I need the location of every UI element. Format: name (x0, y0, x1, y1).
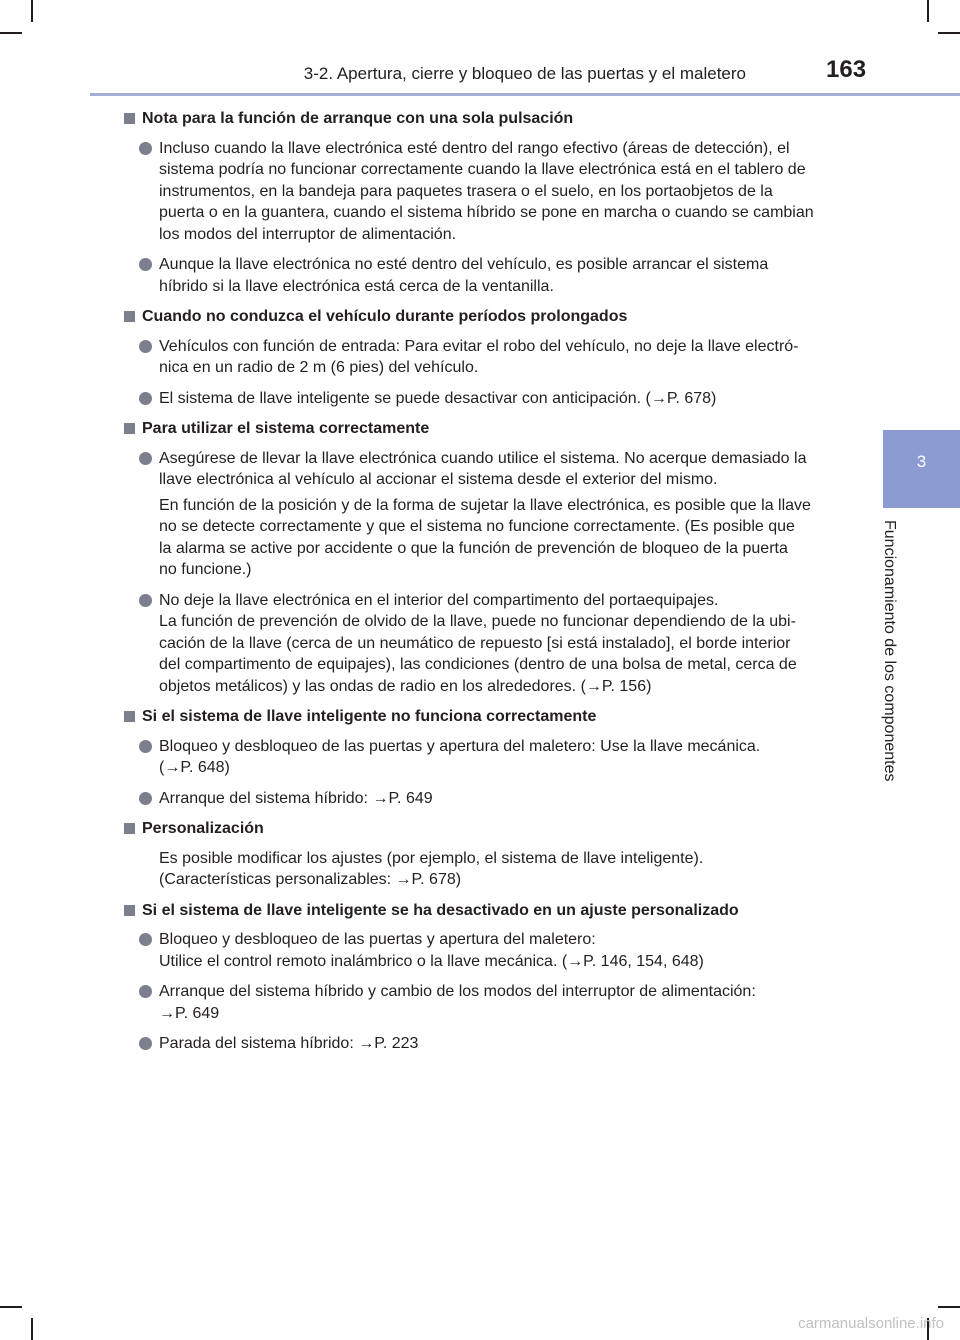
bullet-line: Aunque la llave electrónica no esté dentro del vehículo, es posible arrancar el sistema (159, 256, 769, 273)
bullet-line: Utilice el control remoto inalámbrico o la llave mecánica. (→P. 146, 154, 648) (159, 952, 704, 970)
bullet-line: híbrido si la llave electrónica está cerca de la ventanilla. (159, 277, 554, 295)
bullet-item (122, 736, 840, 779)
crop-mark (938, 32, 960, 34)
bullet-item (122, 388, 840, 410)
crop-mark (31, 1318, 33, 1340)
bullet-extra-line: no se detecte correctamente y que el sistema no funcione correctamente. (Es posible que (159, 518, 795, 535)
page-number: 163 (826, 56, 867, 83)
bullet-item (122, 981, 840, 1024)
bullet-dot-icon (139, 142, 152, 155)
bullet-dot-icon (139, 740, 152, 753)
bullet-line: Bloqueo y desbloqueo de las puertas y apertura del maletero: (159, 931, 596, 948)
page-content (122, 108, 840, 1064)
bullet-line: del compartimento de equipajes), las condiciones (dentro de una bolsa de metal, cerca de (159, 656, 797, 673)
bullet-dot-icon (139, 792, 152, 805)
chapter-label: Funcionamiento de los componentes (881, 520, 898, 782)
bullet-dot-icon (139, 340, 152, 353)
crop-mark (0, 32, 22, 34)
crop-mark (0, 1306, 22, 1308)
bullet-line: Vehículos con función de entrada: Para evitar el robo del vehículo, no deje la llave electró- (159, 337, 799, 355)
section-heading: Personalización (122, 818, 840, 840)
crop-mark (938, 1306, 960, 1308)
watermark: carmanualsonline.info (798, 1315, 944, 1332)
header-rule (90, 93, 960, 96)
bullet-dot-icon (139, 452, 152, 465)
bullet-line: Bloqueo y desbloqueo de las puertas y apertura del maletero: Use la llave mecánica. (159, 737, 761, 755)
section-paragraph (122, 848, 840, 891)
bullet-item (122, 1033, 840, 1055)
bullet-line: Parada del sistema híbrido: →P. 223 (159, 1035, 419, 1052)
bullet-line: nica en un radio de 2 m (6 pies) del vehículo. (159, 359, 479, 376)
bullet-line: los modos del interruptor de alimentación. (159, 225, 457, 243)
bullet-line: La función de prevención de olvido de la llave, puede no funcionar dependiendo de la ubi- (159, 613, 796, 630)
crop-mark (927, 0, 929, 22)
bullet-item (122, 788, 840, 810)
bullet-item (122, 336, 840, 379)
chapter-number: 3 (916, 452, 927, 471)
bullet-line: llave electrónica al vehículo al accionar el sistema desde el exterior del mismo. (159, 471, 718, 488)
bullet-item (122, 448, 840, 581)
bullet-dot-icon (139, 933, 152, 946)
bullet-dot-icon (139, 1037, 152, 1050)
bullet-line: Asegúrese de llevar la llave electrónica cuando utilice el sistema. No acerque demasiado la (159, 449, 807, 467)
bullet-line: Arranque del sistema híbrido: →P. 649 (159, 789, 433, 807)
bullet-line: Arranque del sistema híbrido y cambio de los modos del interruptor de alimentación: (159, 983, 756, 1000)
chapter-label-container (862, 520, 918, 800)
bullet-extra-line: no funcione.) (159, 561, 252, 578)
chapter-tab (883, 430, 960, 508)
bullet-dot-icon (139, 258, 152, 271)
bullet-line: instrumentos, en la bandeja para paquetes trasera o el suelo, en los portaobjetos de la (159, 182, 773, 200)
bullet-line: (→P. 648) (159, 759, 230, 776)
bullet-item (122, 138, 840, 246)
bullet-line: puerta o en la guantera, cuando el sistema híbrido se pone en marcha o cuando se cambian (159, 204, 814, 221)
bullet-item (122, 590, 840, 698)
section-heading: Si el sistema de llave inteligente no funciona correctamente (122, 706, 840, 728)
bullet-item (122, 929, 840, 972)
running-header: 3-2. Apertura, cierre y bloqueo de las puertas y el maletero (303, 64, 746, 83)
bullet-line: sistema podría no funcionar correctamente cuando la llave electrónica está en el tablero de (159, 161, 806, 178)
bullet-extra-line: En función de la posición y de la forma de sujetar la llave electrónica, es posible que la llave (159, 496, 811, 514)
bullet-dot-icon (139, 392, 152, 405)
bullet-line: Incluso cuando la llave electrónica esté dentro del rango efectivo (áreas de detección), el (159, 139, 790, 157)
bullet-dot-icon (139, 594, 152, 607)
section-heading: Cuando no conduzca el vehículo durante períodos prolongados (122, 306, 840, 328)
section-heading: Si el sistema de llave inteligente se ha desactivado en un ajuste personalizado (122, 900, 840, 922)
paragraph-line: (Características personalizables: →P. 678) (159, 871, 462, 888)
section-heading: Para utilizar el sistema correctamente (122, 418, 840, 440)
paragraph-line: Es posible modificar los ajustes (por ejemplo, el sistema de llave inteligente). (159, 849, 704, 867)
bullet-line: cación de la llave (cerca de un neumático de repuesto [si está instalado], el borde interior (159, 634, 791, 652)
bullet-line: →P. 649 (159, 1004, 220, 1022)
bullet-line: objetos metálicos) y las ondas de radio en los alrededores. (→P. 156) (159, 677, 652, 695)
crop-mark (31, 0, 33, 22)
bullet-item (122, 254, 840, 297)
bullet-dot-icon (139, 985, 152, 998)
bullet-line: No deje la llave electrónica en el interior del compartimento del portaequipajes. (159, 591, 719, 609)
section-heading: Nota para la función de arranque con una sola pulsación (122, 108, 840, 130)
bullet-extra-line: la alarma se active por accidente o que la función de prevención de bloqueo de la puerta (159, 539, 788, 557)
bullet-line: El sistema de llave inteligente se puede desactivar con anticipación. (→P. 678) (159, 389, 717, 407)
